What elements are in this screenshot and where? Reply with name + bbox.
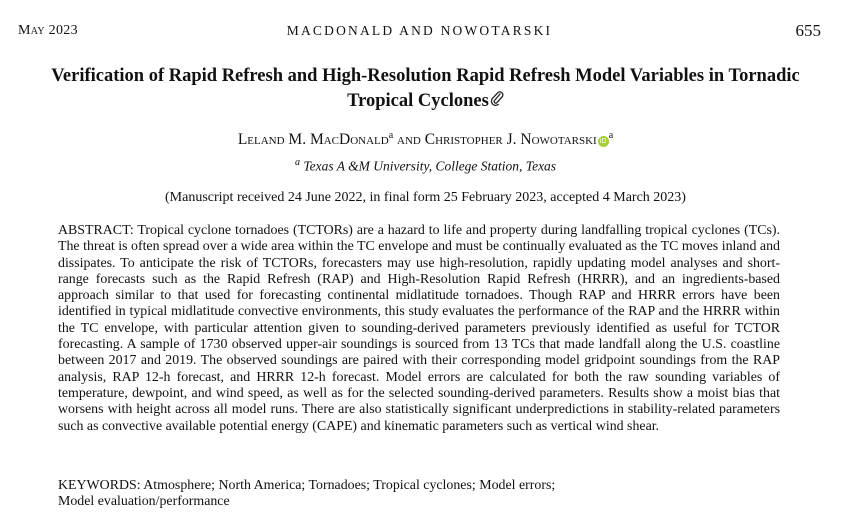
manuscript-dates: (Manuscript received 24 June 2022, in final form 25 February 2023, accepted 4 March 2023) xyxy=(165,190,686,205)
paper-title-text: Verification of Rapid Refresh and High-Resolution Rapid Refresh Model Variables in Tornadic Tropical Cyclones xyxy=(51,66,800,111)
affiliation-marker: a xyxy=(294,157,300,168)
running-authors: MACDONALD AND NOWOTARSKI xyxy=(286,23,553,38)
author-name: Leland M. MacDonald xyxy=(237,131,389,149)
abstract: ABSTRACT: Tropical cyclone tornadoes (TCTORs) are a hazard to life and property during landfalling tropical cyclones (TCs). The threat is often spread over a wide area within the TC envelope and must be continually evaluated as the TC moves inland and dissipates. To anticipate the risk of TCTORs, forecasters may use high-resolution, rapidly updating model analyses and short-range forecasts such as the Rapid Refresh (RAP) and High-Resolution Rapid Refresh (HRRR), and an ingredients-based approach similar to that used for forecasting continental midlatitude tornadoes. Though RAP and HRRR errors have been identified in typical midlatitude convective environments, this study evaluates the performance of the RAP and the HRRR within the TC envelope, with particular attention given to sounding-derived parameters previously identified as useful for TCTOR forecasting. A sample of 1730 observed upper-air soundings is sourced from 13 TCs that made landfall along the U.S. coastline between 2017 and 2019. The observed soundings are paired with their corresponding model gridpoint soundings from the RAP analysis, RAP 12-h forecast, and HRRR 12-h forecast. Model errors are calculated for both the raw sounding variables of temperature, dewpoint, and wind speed, as well as for the selected sounding-derived parameters. Results show a moist bias that worsens with height across all model runs. There are also statistically significant underpredictions in stability-related parameters such as convective available potential energy (CAPE) and kinematic parameters such as vertical wind shear. xyxy=(58,223,780,434)
affiliation-marker: a xyxy=(608,130,614,141)
author-connector: and xyxy=(397,131,421,149)
affiliation-marker: a xyxy=(388,130,394,141)
affiliation-text: Texas A &M University, College Station, Texas xyxy=(303,158,557,174)
orcid-icon[interactable]: iD xyxy=(598,136,609,147)
affiliation xyxy=(0,157,851,175)
journal-date: May 2023 xyxy=(18,23,78,38)
author-line xyxy=(0,130,851,149)
keywords-line: Model evaluation/performance xyxy=(58,494,230,510)
paperclip-icon[interactable] xyxy=(490,89,504,114)
keywords xyxy=(58,478,780,511)
keywords-line: KEYWORDS: Atmosphere; North America; Tornadoes; Tropical cyclones; Model errors; xyxy=(58,478,556,493)
author-name: Christopher J. Nowotarski xyxy=(424,131,597,149)
page-header xyxy=(18,23,821,43)
paper-title xyxy=(40,64,811,114)
page-number: 655 xyxy=(795,21,821,40)
